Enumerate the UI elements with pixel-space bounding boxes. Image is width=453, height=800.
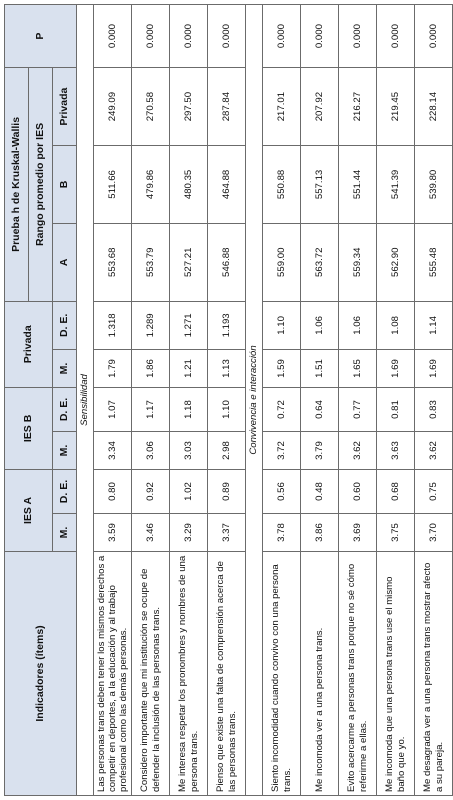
table-row [94, 5, 132, 796]
value-cell-r-b: 539.80 [415, 146, 453, 224]
section-title: Sensibilidad [77, 5, 94, 796]
value-cell-r-p: 219.45 [377, 68, 415, 146]
value-cell-a-de: 0.56 [263, 469, 301, 513]
value-cell-b-m: 3.79 [301, 432, 339, 470]
value-cell-r-b: 557.13 [301, 146, 339, 224]
value-cell-b-de: 0.77 [339, 387, 377, 431]
table-row [339, 5, 377, 796]
section-row [77, 5, 94, 796]
value-cell-pval: 0.000 [301, 5, 339, 68]
value-cell-p-de: 1.271 [170, 301, 208, 349]
value-cell-a-m: 3.70 [415, 514, 453, 552]
header-ies-b-de: D. E. [53, 387, 77, 431]
value-cell-pval: 0.000 [94, 5, 132, 68]
header-ies-a-de: D. E. [53, 469, 77, 513]
value-cell-r-p: 270.58 [132, 68, 170, 146]
indicator-cell: Me incomoda ver a una persona trans. [301, 551, 339, 795]
value-cell-pval: 0.000 [170, 5, 208, 68]
value-cell-b-de: 0.81 [377, 387, 415, 431]
header-indicadores: Indicadores (ítems) [5, 551, 77, 795]
value-cell-b-de: 0.72 [263, 387, 301, 431]
value-cell-b-m: 3.34 [94, 432, 132, 470]
value-cell-p-de: 1.10 [263, 301, 301, 349]
value-cell-r-b: 464.88 [208, 146, 246, 224]
value-cell-r-a: 546.88 [208, 223, 246, 301]
header-kruskal-wallis: Prueba h de Kruskal-Wallis [5, 68, 29, 301]
indicator-cell: Considero importante que mi institución se ocupe de defender la inclusión de las personas trans. [132, 551, 170, 795]
value-cell-r-p: 249.09 [94, 68, 132, 146]
header-p: P [5, 5, 77, 68]
value-cell-p-de: 1.08 [377, 301, 415, 349]
value-cell-r-a: 553.68 [94, 223, 132, 301]
value-cell-pval: 0.000 [377, 5, 415, 68]
indicator-cell: Siento incomodidad cuando convivo con una persona trans. [263, 551, 301, 795]
value-cell-b-m: 3.63 [377, 432, 415, 470]
value-cell-a-m: 3.29 [170, 514, 208, 552]
value-cell-p-m: 1.86 [132, 350, 170, 388]
value-cell-a-m: 3.75 [377, 514, 415, 552]
value-cell-r-p: 217.01 [263, 68, 301, 146]
value-cell-r-a: 553.79 [132, 223, 170, 301]
value-cell-p-de: 1.289 [132, 301, 170, 349]
value-cell-r-p: 228.14 [415, 68, 453, 146]
value-cell-a-de: 0.92 [132, 469, 170, 513]
value-cell-r-a: 562.90 [377, 223, 415, 301]
value-cell-p-m: 1.79 [94, 350, 132, 388]
table-row [415, 5, 453, 796]
value-cell-p-de: 1.06 [301, 301, 339, 349]
value-cell-pval: 0.000 [208, 5, 246, 68]
value-cell-r-p: 297.50 [170, 68, 208, 146]
table-row [132, 5, 170, 796]
value-cell-b-de: 1.10 [208, 387, 246, 431]
header-ies-a: IES A [5, 469, 53, 551]
header-ies-b-m: M. [53, 432, 77, 470]
table-row [301, 5, 339, 796]
header-privada-de: D. E. [53, 301, 77, 349]
header-privada-m: M. [53, 350, 77, 388]
table-row [208, 5, 246, 796]
value-cell-a-de: 0.60 [339, 469, 377, 513]
indicator-cell: Me interesa respetar los pronombres y nombres de una persona trans. [170, 551, 208, 795]
value-cell-p-m: 1.21 [170, 350, 208, 388]
table-body [77, 5, 453, 796]
value-cell-r-a: 563.72 [301, 223, 339, 301]
value-cell-a-de: 0.80 [94, 469, 132, 513]
value-cell-p-de: 1.193 [208, 301, 246, 349]
value-cell-a-de: 1.02 [170, 469, 208, 513]
value-cell-b-de: 0.83 [415, 387, 453, 431]
value-cell-p-m: 1.65 [339, 350, 377, 388]
value-cell-b-m: 3.62 [415, 432, 453, 470]
value-cell-a-de: 0.68 [377, 469, 415, 513]
value-cell-a-de: 0.48 [301, 469, 339, 513]
value-cell-a-m: 3.78 [263, 514, 301, 552]
value-cell-p-m: 1.51 [301, 350, 339, 388]
value-cell-pval: 0.000 [339, 5, 377, 68]
value-cell-r-p: 287.84 [208, 68, 246, 146]
value-cell-r-a: 559.34 [339, 223, 377, 301]
value-cell-b-m: 2.98 [208, 432, 246, 470]
value-cell-pval: 0.000 [132, 5, 170, 68]
results-table [4, 4, 453, 796]
indicator-cell: Me desagrada ver a una persona trans mostrar afecto a su pareja. [415, 551, 453, 795]
value-cell-r-p: 216.27 [339, 68, 377, 146]
value-cell-a-m: 3.69 [339, 514, 377, 552]
value-cell-pval: 0.000 [263, 5, 301, 68]
value-cell-a-m: 3.86 [301, 514, 339, 552]
value-cell-r-p: 207.92 [301, 68, 339, 146]
value-cell-r-b: 551.44 [339, 146, 377, 224]
indicator-cell: Me incomoda que una persona trans use el mismo baño que yo. [377, 551, 415, 795]
value-cell-b-de: 0.64 [301, 387, 339, 431]
header-ies-b: IES B [5, 387, 53, 469]
header-ies-a-m: M. [53, 514, 77, 552]
value-cell-b-de: 1.17 [132, 387, 170, 431]
value-cell-a-m: 3.37 [208, 514, 246, 552]
value-cell-r-b: 511.66 [94, 146, 132, 224]
section-row [246, 5, 263, 796]
value-cell-pval: 0.000 [415, 5, 453, 68]
header-rank-a: A [53, 223, 77, 301]
value-cell-p-m: 1.69 [377, 350, 415, 388]
value-cell-p-de: 1.318 [94, 301, 132, 349]
value-cell-b-de: 1.18 [170, 387, 208, 431]
indicator-cell: Pienso que existe una falta de comprensión acerca de las personas trans. [208, 551, 246, 795]
indicator-cell: Evito acercarme a personas trans porque no sé cómo referirme a ellas. [339, 551, 377, 795]
table-row [377, 5, 415, 796]
value-cell-a-de: 0.89 [208, 469, 246, 513]
value-cell-p-m: 1.69 [415, 350, 453, 388]
value-cell-b-m: 3.72 [263, 432, 301, 470]
value-cell-r-a: 527.21 [170, 223, 208, 301]
value-cell-r-b: 541.39 [377, 146, 415, 224]
value-cell-p-de: 1.06 [339, 301, 377, 349]
value-cell-a-de: 0.75 [415, 469, 453, 513]
value-cell-p-m: 1.59 [263, 350, 301, 388]
value-cell-b-m: 3.62 [339, 432, 377, 470]
value-cell-p-m: 1.13 [208, 350, 246, 388]
indicator-cell: Las personas trans deben tener los mismos derechos a competir en deportes, a la educación y al trabajo profesional como las demás personas. [94, 551, 132, 795]
value-cell-b-de: 1.07 [94, 387, 132, 431]
value-cell-p-de: 1.14 [415, 301, 453, 349]
header-rango-promedio: Rango promedio por IES [29, 68, 53, 301]
value-cell-r-b: 550.88 [263, 146, 301, 224]
value-cell-r-b: 480.35 [170, 146, 208, 224]
header-rank-b: B [53, 146, 77, 224]
value-cell-r-a: 555.48 [415, 223, 453, 301]
value-cell-r-a: 559.00 [263, 223, 301, 301]
value-cell-r-b: 479.86 [132, 146, 170, 224]
value-cell-a-m: 3.59 [94, 514, 132, 552]
table-row [263, 5, 301, 796]
header-rank-privada: Privada [53, 68, 77, 146]
value-cell-b-m: 3.03 [170, 432, 208, 470]
value-cell-a-m: 3.46 [132, 514, 170, 552]
header-privada: Privada [5, 301, 53, 387]
section-title: Convivencia e interacción [246, 5, 263, 796]
table-row [170, 5, 208, 796]
value-cell-b-m: 3.06 [132, 432, 170, 470]
